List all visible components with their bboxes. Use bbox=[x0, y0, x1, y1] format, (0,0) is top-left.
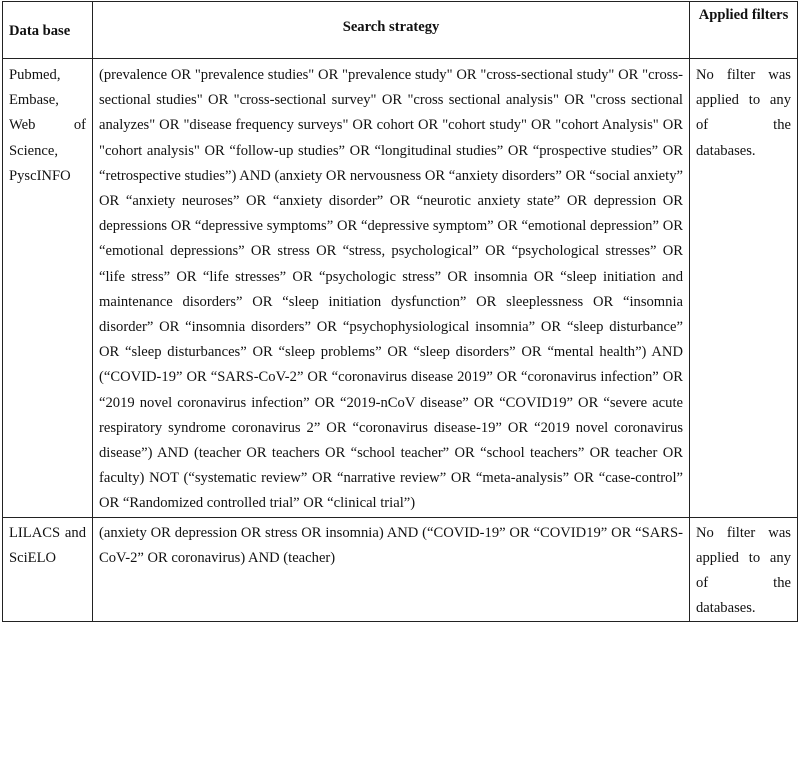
applied-filters-cell: No filter was applied to any of the databases. bbox=[690, 59, 798, 518]
database-cell: LILACS and SciELO bbox=[3, 517, 93, 622]
database-cell: Pubmed, Embase, Web of Science, PyscINFO bbox=[3, 59, 93, 518]
header-database: Data base bbox=[3, 2, 93, 59]
table-row bbox=[3, 517, 798, 622]
applied-filters-cell: No filter was applied to any of the databases. bbox=[690, 517, 798, 622]
header-search-strategy: Search strategy bbox=[93, 2, 690, 59]
search-strategy-cell: (prevalence OR "prevalence studies" OR "prevalence study" OR "cross-sectional study" OR "cross-sectional studies" OR "cross-sectional survey" OR "cross sectional analysis" OR "cross sectional analyzes" OR "disease frequency surveys" OR cohort OR "cohort study" OR "cohort Analysis" OR "cohort analysis" OR “follow-up studies” OR “longitudinal studies” OR “prospective studies” OR “retrospective studies”) AND (anxiety OR nervousness OR “anxiety disorders” OR “social anxiety” OR “anxiety neuroses” OR “anxiety disorder” OR “neurotic anxiety state” OR depression OR depressions OR “depressive symptoms” OR “depressive symptom” OR “emotional depression” OR “emotional depressions” OR stress OR “stress, psychological” OR “psychological stresses” OR “life stress” OR “life stresses” OR “psychologic stress” OR insomnia OR “sleep initiation and maintenance disorders” OR “sleep initiation dysfunction” OR sleeplessness OR “insomnia disorder” OR “insomnia disorders” OR “psychophysiological insomnia” OR “sleep disturbance” OR “sleep disturbances” OR “sleep problems” OR “sleep disorders” OR “mental health”) AND (“COVID-19” OR “SARS-CoV-2” OR “coronavirus disease 2019” OR “coronavirus infection” OR “2019 novel coronavirus infection” OR “2019-nCoV disease” OR “COVID19” OR “severe acute respiratory syndrome coronavirus 2” OR “coronavirus disease-19” OR “2019 novel coronavirus disease”) AND (teacher OR teachers OR “school teacher” OR “school teachers” OR teacher OR faculty) NOT (“systematic review” OR “narrative review” OR “meta-analysis” OR “case-control” OR “Randomized controlled trial” OR “clinical trial”) bbox=[93, 59, 690, 518]
search-strategy-cell: (anxiety OR depression OR stress OR insomnia) AND (“COVID-19” OR “COVID19” OR “SARS-CoV-2” OR coronavirus) AND (teacher) bbox=[93, 517, 690, 622]
header-applied-filters: Applied filters bbox=[690, 2, 798, 59]
header-row bbox=[3, 2, 798, 59]
table-row bbox=[3, 59, 798, 518]
search-strategy-table bbox=[2, 1, 798, 622]
